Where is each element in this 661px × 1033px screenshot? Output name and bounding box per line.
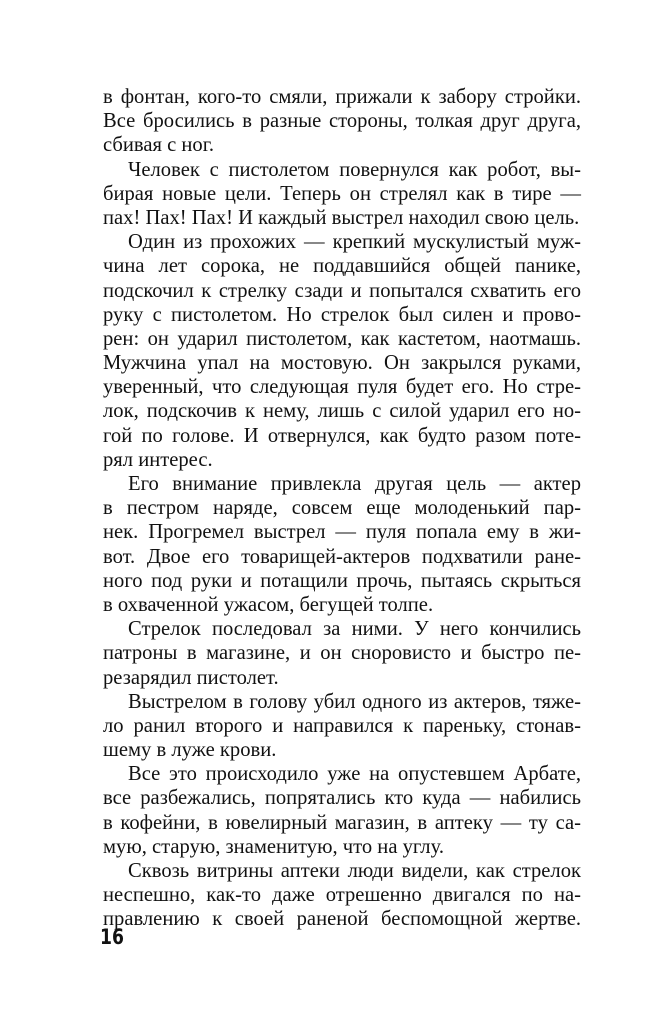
text-line: все разбежались, попрятались кто куда — набились — [103, 787, 581, 810]
text-line: в кофейни, в ювелирный магазин, в аптеку — ту са- — [103, 811, 581, 834]
text-line: руку с пистолетом. Но стрелок был силен и прово- — [103, 303, 581, 326]
text-line: в фонтан, кого-то смяли, прижали к забору стройки. — [103, 86, 581, 108]
text-line: уверенный, что следующая пуля будет его. Но стре- — [103, 376, 581, 399]
text-line: нек. Прогремел выстрел — пуля попала ему в жи- — [103, 521, 581, 544]
text-line: Стрелок последовал за ними. У него кончились — [128, 618, 581, 641]
text-line: Человек с пистолетом повернулся как робот, вы- — [128, 158, 581, 181]
text-line: мую, старую, знаменитую, что на углу. — [103, 835, 444, 858]
text-line: ло ранил второго и направился к пареньку, стонав- — [103, 714, 581, 737]
text-line: рен: он ударил пистолетом, как кастетом, наотмашь. — [103, 327, 581, 350]
text-line: неспешно, как-то даже отрешенно двигался по на- — [103, 884, 581, 907]
body-text — [103, 85, 581, 932]
page-number: 16 — [100, 925, 124, 949]
text-line: в пестром наряде, совсем еще молоденький пар- — [103, 497, 581, 520]
text-line: лок, подскочив к нему, лишь с силой ударил его но- — [103, 400, 581, 423]
text-line: в охваченной ужасом, бегущей толпе. — [103, 593, 434, 616]
text-line: подскочил к стрелку сзади и попытался схватить его — [103, 279, 581, 302]
text-line: Все бросились в разные стороны, толкая друг друга, — [103, 110, 581, 133]
text-line: правлению к своей раненой беспомощной жертве. — [103, 908, 581, 931]
text-line: вот. Двое его товарищей-актеров подхватили ране- — [103, 545, 581, 568]
text-line: патроны в магазине, и он сноровисто и быстро пе- — [103, 642, 581, 665]
text-line: Все это происходило уже на опустевшем Арбате, — [128, 763, 581, 786]
text-line: сбивая с ног. — [103, 134, 214, 157]
text-line: Выстрелом в голову убил одного из актеров, тяже- — [128, 690, 581, 713]
text-line: шему в луже крови. — [103, 739, 277, 762]
text-line: Сквозь витрины аптеки люди видели, как стрелок — [128, 860, 581, 882]
text-line: гой по голове. И отвернулся, как будто разом поте- — [103, 424, 581, 447]
text-line: ного под руки и потащили прочь, пытаясь скрыться — [103, 569, 581, 592]
text-line: пах! Пах! Пах! И каждый выстрел находил свою цель. — [103, 206, 580, 229]
text-line: Один из прохожих — крепкий мускулистый муж- — [128, 231, 581, 254]
text-line: бирая новые цели. Теперь он стрелял как в тире — — [103, 182, 581, 205]
text-line: Мужчина упал на мостовую. Он закрылся руками, — [103, 352, 581, 375]
text-line: Его внимание привлекла другая цель — актер — [128, 473, 581, 495]
text-line: чина лет сорока, не поддавшийся общей панике, — [103, 255, 581, 278]
text-line: резарядил пистолет. — [103, 666, 279, 689]
text-line: рял интерес. — [103, 448, 213, 471]
